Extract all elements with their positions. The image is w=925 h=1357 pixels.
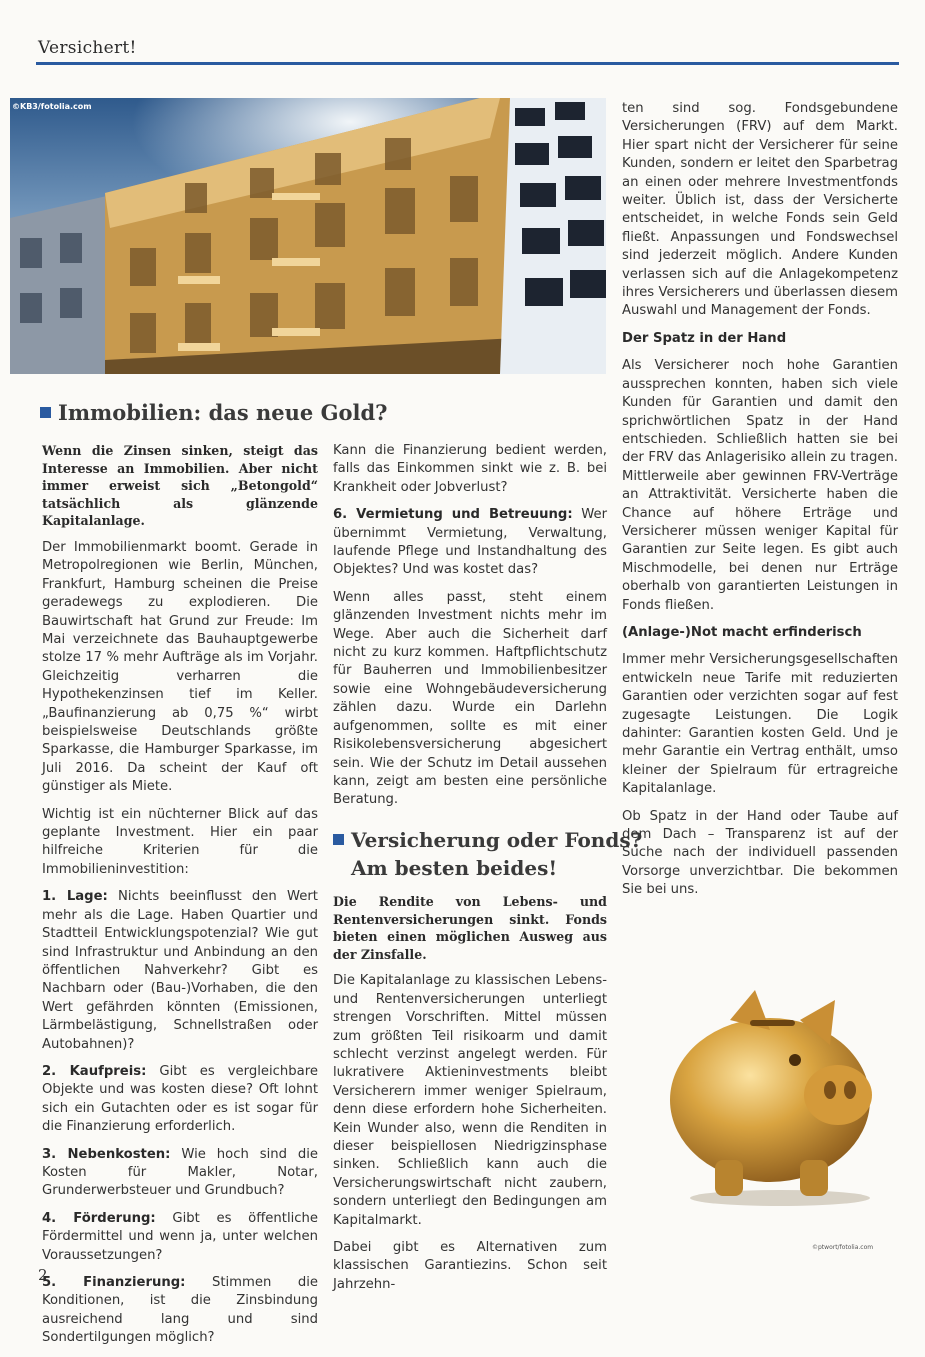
header-rule — [36, 62, 899, 65]
subheading-spatz: Der Spatz in der Hand — [622, 330, 787, 346]
section2-title: Versicherung oder Fonds? Am besten beides! — [333, 826, 642, 882]
criteria-item-5: 5. Finanzierung: Stimmen die Konditionen, ist die Zinsbindung ausreichend lang und sind Sondertilgungen möglich? — [42, 1275, 318, 1346]
bullet-square-icon — [40, 407, 51, 418]
section1-p2: Wichtig ist ein nüchterner Blick auf das geplante Investment. Hier ein paar hilfreiche Kriterien für die Immobilieninvestition: — [42, 806, 318, 877]
section2-p4: Immer mehr Versicherungsgesellschaften entwickeln neue Tarife mit reduzierten Garantien oder verzichten sogar auf fest zugesagte Leistungen. Die Logik dahinter: Garantien kosten Geld. Und je mehr Garantie ein Vertrag enthält, umso kleiner der Spielraum für ertragreiche Kapitalanlage. — [622, 652, 898, 797]
criteria-item-3: 3. Nebenkosten: Wie hoch sind die Kosten für Makler, Notar, Grunderwerbsteuer und Grundbuch? — [42, 1146, 318, 1199]
column-1 — [42, 442, 318, 1357]
bullet-square-icon — [333, 834, 344, 845]
criteria-item-6: 6. Vermietung und Betreuung: Wer übernimmt Vermietung, Verwaltung, laufende Pflege und Instandhaltung des Objektes? Und was kostet das? — [333, 507, 607, 578]
criteria-item-4: 4. Förderung: Gibt es öffentliche Fördermittel und wenn ja, unter welchen Voraussetzungen? — [42, 1210, 318, 1263]
section1-lead: Wenn die Zinsen sinken, steigt das Interesse an Immobilien. Aber nicht immer erweist sich „Betongold“ tatsächlich als glänzende Kapitalanlage. — [42, 443, 318, 529]
page-number: 2 — [38, 1266, 48, 1284]
section1-p1: Der Immobilienmarkt boomt. Gerade in Metropolregionen wie Berlin, München, Frankfurt, Hamburg scheinen die Preise geradewegs zu explodieren. Die Bauwirtschaft hat Grund zur Freude: Im Mai verzeichnete das Bauhauptgewerbe stolze 17 % mehr Aufträge als im Vorjahr. Gleichzeitig verharren die Hypothekenzinsen tief im Keller. „Baufinanzierung ab 0,75 %“ wirbt beispielsweise Deutschlands größte Sparkasse, die Hamburger Sparkasse, im Juli 2016. Da scheint der Kauf oft günstiger als Miete. — [42, 539, 318, 795]
section2-lead: Die Rendite von Lebens- und Rentenversicherungen sinkt. Fonds bieten einen möglichen Ausweg aus der Zinsfalle. — [333, 894, 607, 962]
piggy-bank-image — [660, 960, 900, 1210]
criteria-item-1: 1. Lage: Nichts beeinflusst den Wert mehr als die Lage. Haben Quartier und Stadtteil Entwicklungspotenzial? Wie gut sind Infrastruktur und Anbindung an den öffentlichen Nahverkehr? Gibt es Nachbarn oder (Bau-)Vorhaben, die den Wert gefährden könnten (Emissionen, Lärmbelästigung, Schnellstraßen oder Autobahnen)? — [42, 889, 318, 1052]
subheading-anlage-not: (Anlage-)Not macht erfinderisch — [622, 624, 862, 640]
section2-p2-continued: ten sind sog. Fondsgebundene Versicherungen (FRV) auf dem Markt. Hier spart nicht der Versicherer für seine Kunden, sondern er leitet den Sparbetrag an einen oder mehrere Investmentfonds weiter. Üblich ist, dass der Versicherte entscheidet, in welche Fonds sein Geld fließt. Anpassungen und Fondswechsel sind jederzeit möglich. Andere Kunden verlassen sich auf die Anlagekompetenz ihres Versicherers und überlassen diesem Auswahl und Management der Fonds. — [622, 101, 898, 319]
section2-p2-start: Dabei gibt es Alternativen zum klassischen Garantiezins. Schon seit Jahrzehn- — [333, 1240, 607, 1292]
piggy-credit: ©ptwort/fotolia.com — [812, 1244, 874, 1251]
section2-p3: Als Versicherer noch hohe Garantien aussprechen konnten, haben sich viele Kunden für Garantien und damit den sprichwörtlichen Spatz in der Hand entschieden. Schließlich hatten sie bei der FRV das Anlagerisiko allein zu tragen. Mittlerweile aber gewinnen FRV-Verträge an Attraktivität. Versicherte haben die Chance auf höhere Erträge und Versicherer müssen weniger Kapital für Garantien zur Seite legen. Es gibt auch Mischmodelle, bei denen nur Erträge oberhalb von garantierten Leistungen in Fonds fließen. — [622, 358, 898, 613]
column-2-top — [333, 442, 607, 819]
building-photo — [10, 98, 606, 374]
column-2-bottom — [333, 893, 607, 1294]
section1-col2-p2: Wenn alles passt, steht einem glänzenden Investment nichts mehr im Wege. Aber auch die Sicherheit darf nicht zu kurz kommen. Haftpflichtschutz für Bauherren und Immobilienbesitzer sowie eine Wohngebäudeversicherung zählen dazu. Wurde ein Darlehn aufgenommen, sollte es mit einer Risikolebensversicherung abgesichert sein. Wie der Schutz im Detail aussehen kann, zeigt am besten eine persönliche Beratung. — [333, 589, 607, 808]
section1-col2-p1: Kann die Finanzierung bedient werden, falls das Einkommen sinkt wie z. B. bei Krankheit oder Jobverlust? — [333, 443, 607, 495]
header-title: Versichert! — [38, 38, 137, 58]
section2-p1: Die Kapitalanlage zu klassischen Lebens- und Rentenversicherungen unterliegt strengen Vorschriften. Mittel müssen zum größten Teil risikoarm und damit schlecht verzinst angelegt werden. Für lukrativere Aktieninvestments bleibt Versicherern immer weniger Spielraum, denn diese erfordern hohe Sicherheiten. Kein Wunder also, wenn die Renditen in dieser beispiellosen Niedrigzinsphase sinken. Schließlich kann auch die Versicherungswirtschaft nicht zaubern, sondern unterliegt den Bedingungen am Kapitalmarkt. — [333, 973, 607, 1228]
section2-p5: Ob Spatz in der Hand oder Taube auf dem Dach – Transparenz ist auf der Suche nach der individuell passenden Vorsorge unverzichtbar. Die bekommen Sie bei uns. — [622, 808, 898, 898]
criteria-item-2: 2. Kaufpreis: Gibt es vergleichbare Objekte und was kosten diese? Oft lohnt sich ein Gutachten oder es ist sogar für die Finanzierung erforderlich. — [42, 1063, 318, 1135]
section1-title: Immobilien: das neue Gold? — [40, 400, 387, 425]
column-3 — [622, 100, 898, 909]
photo-credit: ©KB3/fotolia.com — [12, 102, 92, 111]
